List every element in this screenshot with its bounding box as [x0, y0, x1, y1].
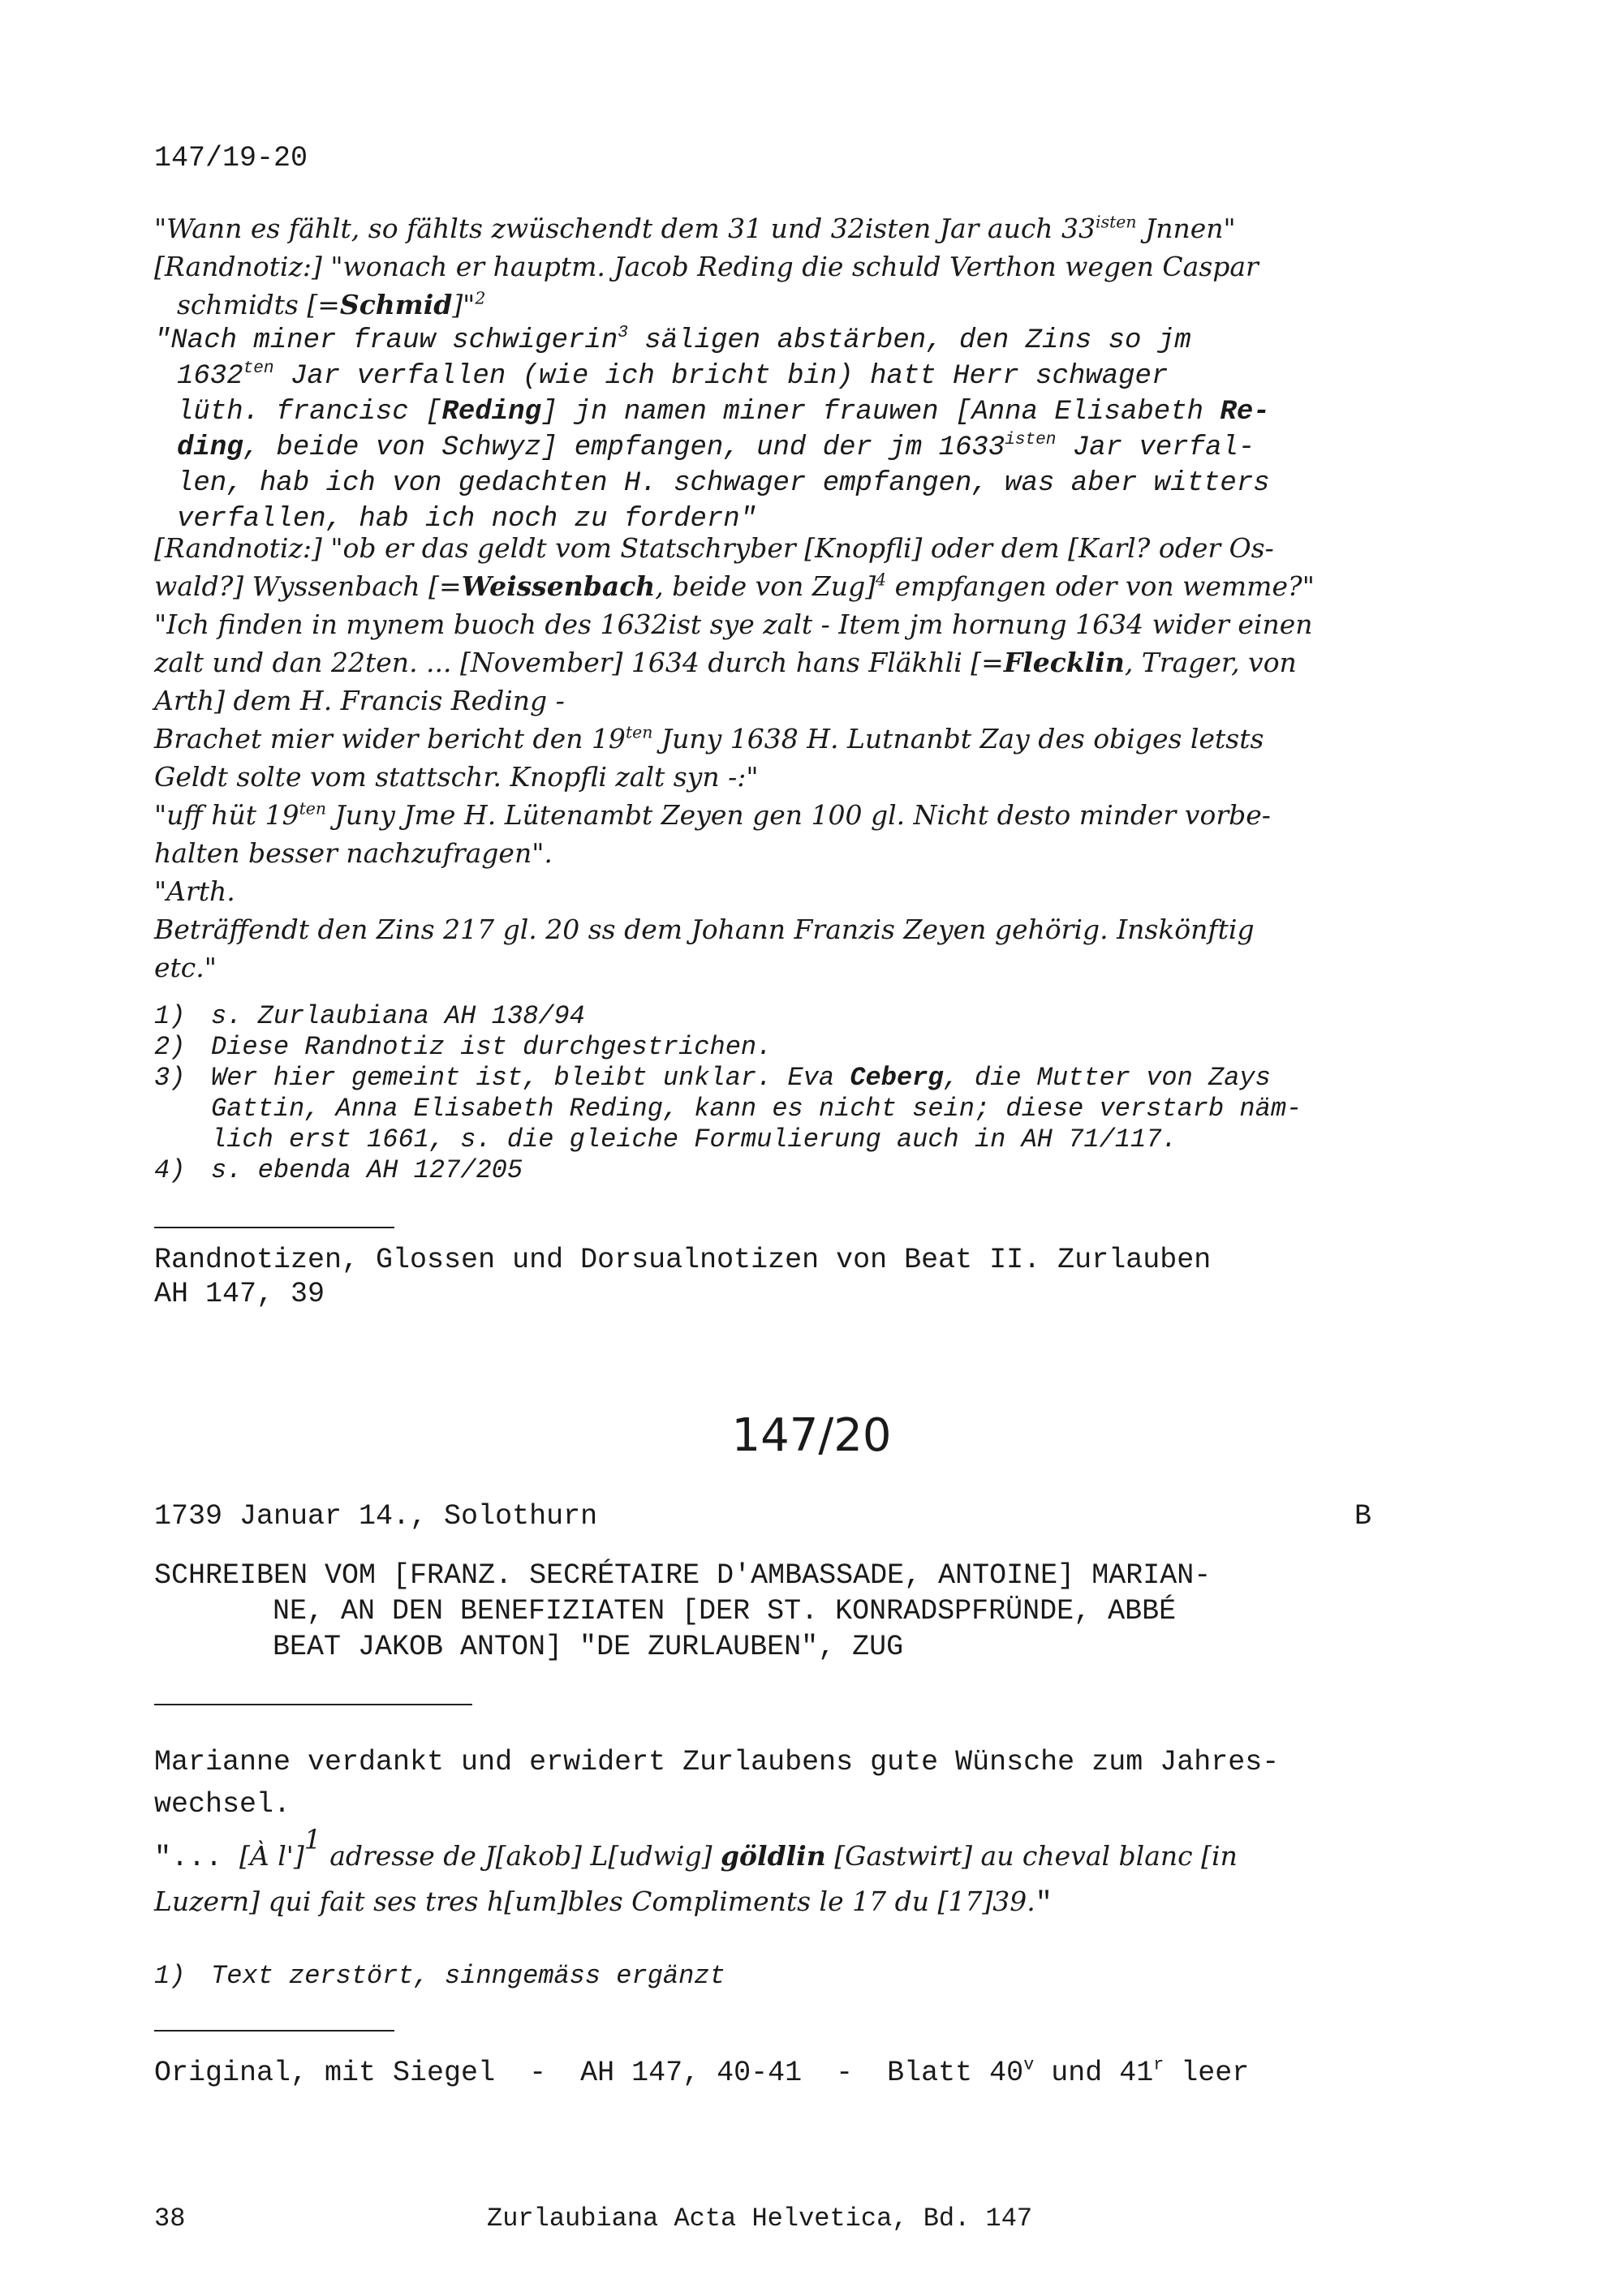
quote-block-3 [154, 529, 1453, 987]
source-line: Randnotizen, Glossen und Dorsualnotizen von Beat II. Zurlauben [154, 1244, 1212, 1276]
quote-line: schmidts [=Schmid]"$^2$ [177, 288, 486, 320]
heading-line: NE, AN DEN BENEFIZIATEN [DER ST. KONRADSPFRÜNDE, ABBÉ [273, 1595, 1177, 1627]
summary-line: wechsel. [154, 1788, 291, 1821]
footnote: 3) Wer hier gemeint ist, bleibt unklar. Eva Ceberg, die Mutter von Zays [154, 1063, 1271, 1093]
quote-line: "... [À l']$^1$ adresse de J[akob] L[udwig] göldlin [Gastwirt] au cheval blanc [in [154, 1823, 1238, 1874]
doc-id-top: 147/19-20 [154, 142, 308, 174]
footnote: 2) Diese Randnotiz ist durchgestrichen. [154, 1032, 773, 1062]
summary-line: Marianne verdankt und erwidert Zurlaubens gute Wünsche zum Jahres- [154, 1746, 1280, 1778]
quote-line: "Nach miner frauw schwigerin$^3$ säligen abstärben, den Zins so jm [154, 322, 1191, 356]
footnote: 1) Text zerstört, sinngemäss ergänzt [154, 1961, 725, 1991]
quote-line: [Randnotiz:] "ob er das geldt vom Statschryber [Knopfli] oder dem [Karl? oder Os- [154, 532, 1274, 564]
quote-line: $1632^{ten}$ Jar verfallen (wie ich bricht bin) hatt Herr schwager [177, 358, 1169, 392]
source-note-2: Original, mit Siegel - AH 147, 40-41 - Blatt 40$^v$ und 41$^r$ leer [154, 2054, 1250, 2089]
date-place: 1739 Januar 14., Solothurn [154, 1500, 598, 1533]
page-number: 38 [154, 2204, 186, 2234]
quote-line: "uff hüt $19^{ten}$ Juny Jme H. Lütenambt Zeyen gen 100 gl. Nicht desto minder vorbe- [154, 798, 1271, 831]
quote-line: [Randnotiz:] "wonach er hauptm. Jacob Reding die schuld Verthon wegen Caspar [154, 251, 1259, 282]
quote-line: Luzern] qui fait ses tres h[um]bles Compliments le 17 du [17]39." [154, 1885, 1053, 1920]
quote-line: Beträffendt den Zins 217 gl. 20 ss dem Johann Franzis Zeyen gehörig. Inskönftig [154, 914, 1255, 945]
quote-line: lüth. francisc [Reding] jn namen miner frauwen [Anna Elisabeth Re- [177, 397, 1270, 428]
quote-block-1 [154, 209, 1453, 324]
separator-rule [154, 1704, 472, 1705]
quote-block-2 [154, 323, 1453, 537]
quote-line: Brachet mier wider bericht den $19^{ten}$ Juny 1638 H. Lutnanbt Zay des obiges letsts [154, 722, 1264, 755]
quote-line: "Ich finden in mynem buoch des 1632ist sye zalt - Item jm hornung 1634 wider einen [154, 608, 1313, 640]
quote-line: Geldt solte vom stattschr. Knopfli zalt syn -:" [154, 761, 759, 793]
quote-line: zalt und dan 22ten. ... [November] 1634 durch hans Fläkhli [=Flecklin, Trager, von [154, 647, 1297, 678]
quote-line: wald?] Wyssenbach [=Weissenbach, beide von Zug]$^4$ empfangen oder von wemme?" [154, 570, 1315, 602]
quote-line: Arth] dem H. Francis Reding - [154, 685, 565, 716]
summary [154, 1741, 1453, 1825]
footnote-2 [154, 1958, 1453, 1994]
quote-line: "Wann es fählt, so fählts zwüschendt dem 31 und 32isten Jar auch $33^{isten}$ Jnnen" [154, 212, 1236, 244]
quote-line: ding, beide von Schwyz] empfangen, und der jm $1633^{isten}$ Jar verfal- [177, 429, 1255, 463]
quote-block-4 [154, 1823, 1453, 1924]
publication-title: Zurlaubiana Acta Helvetica, Bd. 147 [487, 2204, 1033, 2234]
source-note-1 [154, 1243, 1453, 1311]
source-line: AH 147, 39 [154, 1278, 325, 1310]
date-line [154, 1498, 1371, 1535]
quote-line: len, hab ich von gedachten H. schwager empfangen, was aber witters [177, 468, 1270, 499]
separator-rule [154, 2030, 394, 2032]
heading-line: SCHREIBEN VOM [FRANZ. SECRÉTAIRE D'AMBASSADE, ANTOINE] MARIAN- [154, 1559, 1212, 1592]
separator-rule [154, 1227, 394, 1228]
footnote-continuation: lich erst 1661, s. die gleiche Formulierung auch in AH 71/117. [211, 1124, 1177, 1154]
document-type-letter: B [1354, 1500, 1371, 1533]
quote-line: etc." [154, 952, 217, 983]
heading-line: BEAT JAKOB ANTON] "DE ZURLAUBEN", ZUG [273, 1631, 904, 1663]
quote-line: halten besser nachzufragen". [154, 837, 553, 869]
quote-line: "Arth. [154, 875, 235, 907]
footnotes-1 [154, 1001, 1453, 1186]
page-footer [154, 2202, 1453, 2236]
footnote: 1) s. Zurlaubiana AH 138/94 [154, 1001, 585, 1031]
document-number-title: 147/20 [731, 1409, 892, 1462]
footnote-continuation: Gattin, Anna Elisabeth Reding, kann es nicht sein; diese verstarb näm- [211, 1094, 1302, 1124]
quote-line: verfallen, hab ich noch zu fordern" [177, 504, 757, 535]
footnote: 4) s. ebenda AH 127/205 [154, 1155, 523, 1185]
document-heading [154, 1558, 1453, 1665]
